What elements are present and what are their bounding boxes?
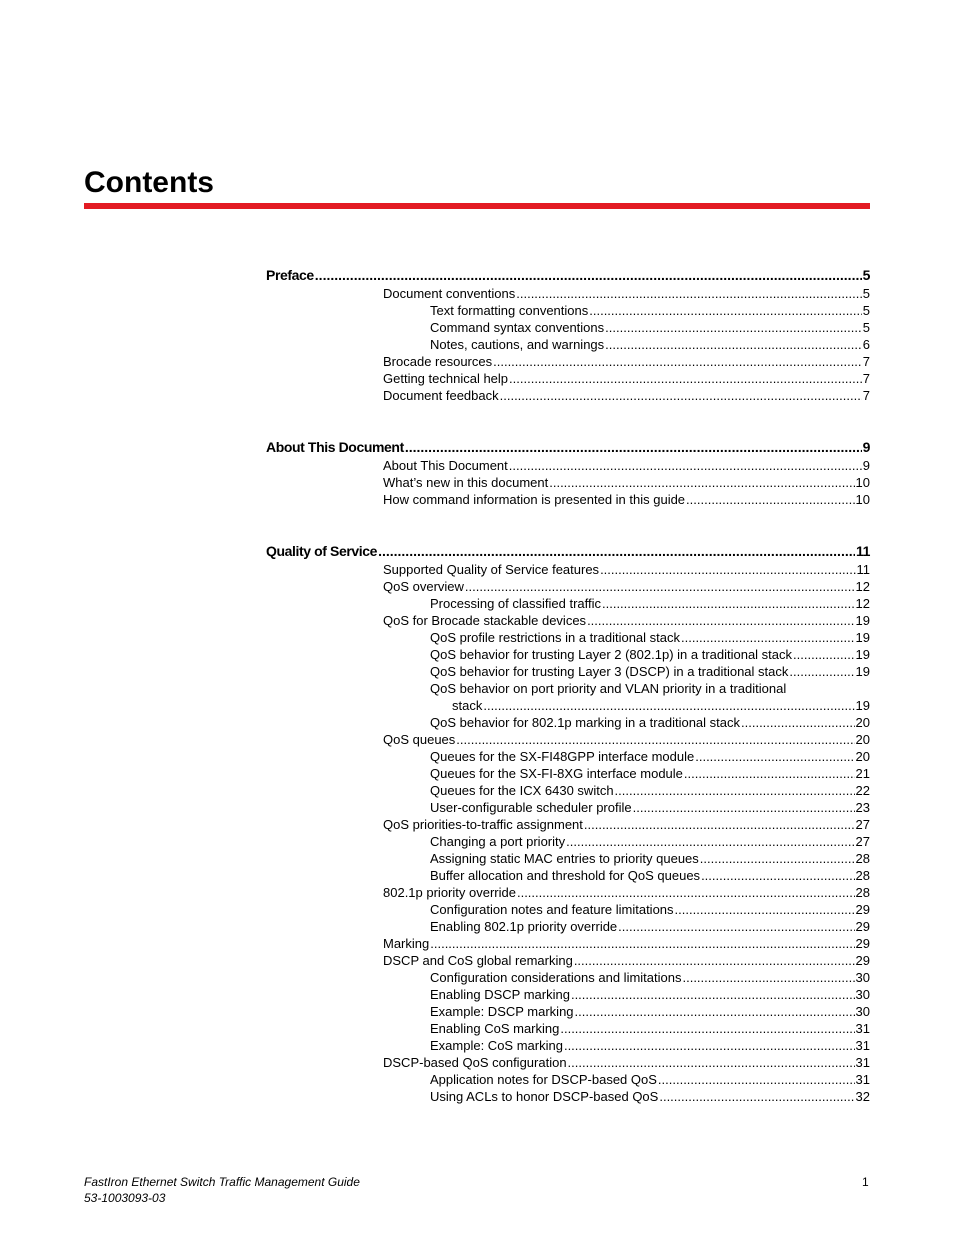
toc-entry[interactable] [383, 816, 870, 833]
title-rule [84, 203, 870, 209]
toc-page-number: 23 [855, 800, 870, 815]
toc-entry[interactable] [383, 474, 870, 491]
toc-page-number: 21 [855, 766, 870, 781]
toc-dot-leader [568, 1054, 855, 1071]
toc-page-number: 30 [855, 1004, 870, 1019]
toc-page-number: 27 [855, 817, 870, 832]
toc-entry[interactable] [430, 986, 870, 1003]
toc-entry-title: Supported Quality of Service features [383, 562, 600, 577]
toc-entry-title: Notes, cautions, and warnings [430, 337, 605, 352]
toc-page-number: 7 [862, 388, 870, 403]
toc-entry-title: How command information is presented in this guide [383, 492, 686, 507]
toc-page-number: 19 [855, 698, 870, 713]
toc-page-number: 9 [862, 458, 870, 473]
toc-entry[interactable] [383, 731, 870, 748]
toc-dot-leader [509, 457, 862, 474]
toc-dot-leader [587, 612, 854, 629]
toc-entry-title: 802.1p priority override [383, 885, 516, 900]
toc-dot-leader [483, 697, 854, 714]
toc-entry-title: QoS behavior for trusting Layer 2 (802.1p) in a traditional stack [430, 647, 793, 662]
toc-page-number: 5 [862, 303, 870, 318]
toc-page-number: 27 [855, 834, 870, 849]
toc-dot-leader [659, 1088, 854, 1105]
toc-page-number: 19 [855, 630, 870, 645]
toc-dot-leader [584, 816, 855, 833]
toc-dot-leader [605, 319, 862, 336]
toc-entry[interactable] [430, 782, 870, 799]
toc-entry-title: QoS profile restrictions in a traditional stack [430, 630, 680, 645]
toc-page-number: 20 [855, 732, 870, 747]
toc-entry-title: Preface [266, 267, 314, 283]
toc-dot-leader [684, 765, 855, 782]
toc-entry-title: DSCP-based QoS configuration [383, 1055, 567, 1070]
toc-entry-title: QoS overview [383, 579, 464, 594]
toc-entry-title: QoS priorities-to-traffic assignment [383, 817, 583, 832]
toc-dot-leader [509, 370, 862, 387]
toc-entry[interactable] [430, 1037, 870, 1054]
footer-doc-title: FastIron Ethernet Switch Traffic Management Guide [84, 1175, 360, 1189]
toc-entry[interactable] [430, 629, 870, 646]
toc-page-number: 29 [855, 902, 870, 917]
toc-dot-leader [618, 918, 854, 935]
toc-entry-title: Enabling CoS marking [430, 1021, 560, 1036]
toc-entry[interactable] [430, 302, 870, 319]
toc-dot-leader [560, 1020, 854, 1037]
toc-entry-title[interactable]: QoS behavior on port priority and VLAN priority in a traditional [430, 681, 787, 696]
toc-entry[interactable] [430, 765, 870, 782]
toc-page-number: 31 [855, 1072, 870, 1087]
toc-page-number: 20 [855, 715, 870, 730]
toc-page-number: 32 [855, 1089, 870, 1104]
toc-entry-title: What’s new in this document [383, 475, 549, 490]
toc-entry-title: Example: CoS marking [430, 1038, 563, 1053]
toc-entry[interactable] [430, 714, 870, 731]
toc-entry-title: Changing a port priority [430, 834, 566, 849]
toc-page-number: 12 [855, 579, 870, 594]
toc-entry[interactable] [383, 285, 870, 302]
toc-dot-leader [789, 663, 854, 680]
toc-entry[interactable] [383, 457, 870, 474]
toc-page-number: 9 [862, 439, 870, 455]
toc-page-number: 10 [855, 492, 870, 507]
toc-chapter-entry[interactable] [266, 542, 870, 560]
toc-page-number: 28 [855, 851, 870, 866]
toc-entry-title: QoS behavior for 802.1p marking in a traditional stack [430, 715, 741, 730]
toc-entry[interactable] [383, 1054, 870, 1071]
toc-entry[interactable] [383, 491, 870, 508]
toc-entry-title: Example: DSCP marking [430, 1004, 574, 1019]
toc-dot-leader [493, 353, 862, 370]
toc-entry[interactable] [430, 1071, 870, 1088]
toc-chapter-entry[interactable] [266, 438, 870, 456]
toc-entry-title: Queues for the ICX 6430 switch [430, 783, 614, 798]
toc-page-number: 29 [855, 919, 870, 934]
toc-page-number: 12 [855, 596, 870, 611]
toc-page-number: 29 [855, 953, 870, 968]
toc-entry[interactable] [430, 336, 870, 353]
toc-entry-title: Marking [383, 936, 430, 951]
toc-entry-title: QoS behavior for trusting Layer 3 (DSCP) in a traditional stack [430, 664, 789, 679]
toc-page-number: 7 [862, 371, 870, 386]
toc-entry[interactable] [430, 1088, 870, 1105]
toc-entry[interactable] [430, 901, 870, 918]
toc-entry-title: About This Document [383, 458, 508, 473]
toc-dot-leader [675, 901, 855, 918]
toc-entry[interactable] [430, 867, 870, 884]
toc-entry-title: Application notes for DSCP-based QoS [430, 1072, 657, 1087]
toc-entry[interactable] [452, 697, 870, 714]
toc-entry-title: Queues for the SX-FI-8XG interface module [430, 766, 683, 781]
toc-page-number: 6 [862, 337, 870, 352]
toc-page-number: 29 [855, 936, 870, 951]
toc-entry-title: Configuration notes and feature limitations [430, 902, 674, 917]
toc-page-number: 19 [855, 647, 870, 662]
toc-entry[interactable] [430, 969, 870, 986]
toc-entry[interactable] [383, 952, 870, 969]
toc-page-number: 31 [855, 1038, 870, 1053]
toc-dot-leader [615, 782, 855, 799]
toc-entry-title: User-configurable scheduler profile [430, 800, 632, 815]
page-title: Contents [84, 166, 214, 199]
toc-entry[interactable] [383, 578, 870, 595]
toc-dot-leader [686, 491, 854, 508]
toc-entry-title: QoS queues [383, 732, 456, 747]
toc-chapter-entry[interactable] [266, 266, 870, 284]
toc-dot-leader [564, 1037, 855, 1054]
toc-entry[interactable] [430, 799, 870, 816]
toc-dot-leader [574, 952, 855, 969]
toc-entry-title: DSCP and CoS global remarking [383, 953, 573, 968]
toc-entry-title: stack [452, 698, 483, 713]
toc-page-number: 10 [855, 475, 870, 490]
toc-dot-leader [682, 969, 854, 986]
toc-page-number: 31 [855, 1021, 870, 1036]
toc-dot-leader [517, 884, 855, 901]
toc-entry[interactable] [383, 935, 870, 952]
toc-page-number: 28 [855, 885, 870, 900]
toc-dot-leader [430, 935, 854, 952]
toc-entry-title: Quality of Service [266, 543, 378, 559]
toc-entry-title: Buffer allocation and threshold for QoS queues [430, 868, 701, 883]
toc-entry[interactable] [430, 833, 870, 850]
toc-page-number: 19 [855, 613, 870, 628]
toc-entry[interactable] [430, 595, 870, 612]
toc-dot-leader [566, 833, 854, 850]
toc-page-number: 20 [855, 749, 870, 764]
toc-dot-leader [793, 646, 855, 663]
toc-page-number: 11 [856, 543, 870, 559]
toc-entry[interactable] [430, 1020, 870, 1037]
toc-entry[interactable] [430, 850, 870, 867]
toc-entry[interactable] [430, 748, 870, 765]
toc-entry[interactable] [383, 353, 870, 370]
toc-entry-title: Document feedback [383, 388, 499, 403]
toc-entry-title: Processing of classified traffic [430, 596, 601, 611]
toc-entry-title: Brocade resources [383, 354, 493, 369]
toc-entry-title: About This Document [266, 439, 404, 455]
toc-page-number: 31 [855, 1055, 870, 1070]
toc-entry-title: Queues for the SX-FI48GPP interface module [430, 749, 695, 764]
toc-entry-title: Enabling DSCP marking [430, 987, 570, 1002]
toc-dot-leader [633, 799, 855, 816]
toc-dot-leader [681, 629, 855, 646]
toc-dot-leader [695, 748, 854, 765]
toc-dot-leader [405, 438, 862, 456]
toc-entry[interactable] [383, 884, 870, 901]
toc-page-number: 22 [855, 783, 870, 798]
toc-entry[interactable] [383, 561, 870, 578]
toc-page-number: 19 [855, 664, 870, 679]
footer-doc-number: 53-1003093-03 [84, 1191, 166, 1205]
toc-dot-leader [605, 336, 862, 353]
toc-entry-title: Getting technical help [383, 371, 509, 386]
toc-dot-leader [315, 266, 862, 284]
toc-entry-title: QoS for Brocade stackable devices [383, 613, 587, 628]
toc-entry[interactable] [430, 663, 870, 680]
toc-dot-leader [600, 561, 855, 578]
toc-entry[interactable] [383, 370, 870, 387]
footer-page-number: 1 [862, 1175, 869, 1189]
toc-entry-title: Text formatting conventions [430, 303, 589, 318]
toc-dot-leader [701, 867, 854, 884]
toc-page-number: 28 [855, 868, 870, 883]
toc-entry-title: Command syntax conventions [430, 320, 605, 335]
toc-dot-leader [700, 850, 855, 867]
toc-entry-title: Configuration considerations and limitations [430, 970, 682, 985]
toc-dot-leader [549, 474, 854, 491]
toc-entry-title: Enabling 802.1p priority override [430, 919, 618, 934]
toc-page-number: 30 [855, 987, 870, 1002]
toc-dot-leader [658, 1071, 855, 1088]
toc-entry[interactable] [383, 387, 870, 404]
toc-entry[interactable] [430, 319, 870, 336]
toc-entry[interactable] [430, 1003, 870, 1020]
toc-dot-leader [575, 1003, 855, 1020]
toc-dot-leader [589, 302, 862, 319]
toc-page-number: 11 [856, 562, 870, 577]
toc-dot-leader [500, 387, 862, 404]
toc-page-number: 5 [862, 267, 870, 283]
toc-dot-leader [571, 986, 855, 1003]
toc-dot-leader [516, 285, 862, 302]
toc-dot-leader [465, 578, 855, 595]
toc-dot-leader [456, 731, 854, 748]
toc-entry[interactable] [383, 612, 870, 629]
toc-entry-title: Document conventions [383, 286, 516, 301]
toc-dot-leader [378, 542, 855, 560]
toc-entry-title: Using ACLs to honor DSCP-based QoS [430, 1089, 659, 1104]
toc-page-number: 5 [862, 320, 870, 335]
toc-page-number: 30 [855, 970, 870, 985]
toc-dot-leader [602, 595, 855, 612]
toc-entry[interactable] [430, 918, 870, 935]
toc-entry[interactable] [430, 646, 870, 663]
toc-page-number: 5 [862, 286, 870, 301]
toc-page-number: 7 [862, 354, 870, 369]
toc-entry-title: Assigning static MAC entries to priority queues [430, 851, 699, 866]
toc-dot-leader [741, 714, 855, 731]
